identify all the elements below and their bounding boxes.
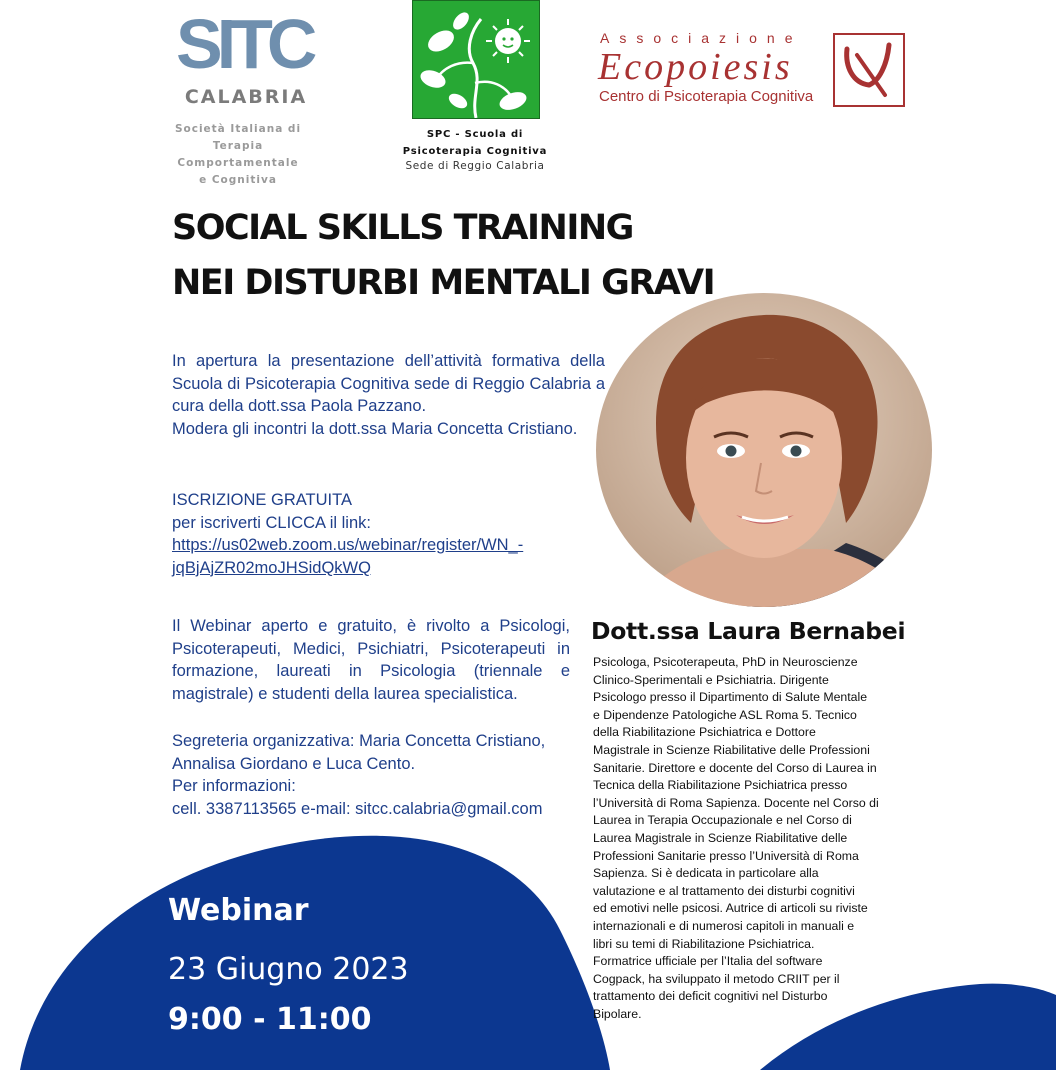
ecopoiesis-association-label: Associazione (600, 30, 803, 46)
audience-text: Il Webinar aperto e gratuito, è rivolto a Psicologi, Psicoterapeuti, Medici, Psichiatri, Psicoterapeuti in formazione, laureati in Psicologia (triennale e magistrale) e studenti della laurea specialistica. (172, 617, 570, 703)
ecopoiesis-name: Ecopoiesis (598, 46, 793, 88)
page-title-line-2: NEI DISTURBI MENTALI GRAVI (172, 263, 715, 303)
spc-logo-emblem (412, 0, 540, 119)
bio-line: della Riabilitazione Psichiatrica e Dottore (593, 725, 816, 740)
spc-seat: Sede di Reggio Calabria (405, 160, 545, 172)
ecopoiesis-center: Centro di Psicoterapia Cognitiva (599, 88, 814, 105)
page-title-line-1: SOCIAL SKILLS TRAINING (172, 208, 633, 248)
bio-line: Sapienza. Si è dedicata in particolare alla (593, 866, 819, 881)
ecopoiesis-mark-icon (833, 33, 905, 107)
intro-text (172, 350, 605, 440)
spc-name-line: SPC - Scuola di (426, 129, 524, 140)
bio-line: e Dipendenze Patologiche ASL Roma 5. Tecnico (593, 707, 857, 722)
spc-name-line: Psicoterapia Cognitiva (402, 146, 548, 157)
bio-line: Clinico-Sperimentali e Psichiatria. Dirigente (593, 672, 829, 687)
organization-block (172, 730, 592, 820)
registration-block (172, 489, 612, 579)
bio-line: Psicologo presso il Dipartimento di Salute Mentale (593, 690, 868, 705)
sitc-wordmark: SITC (176, 5, 312, 83)
registration-link-line[interactable]: jqBjAjZR02moJHSidQkWQ (172, 558, 371, 577)
bio-line: Laurea in Terapia Occupazionale e nel Corso di (593, 813, 852, 828)
bio-line: Bipolare. (593, 1006, 642, 1021)
event-time: 9:00 - 11:00 (168, 1002, 372, 1037)
speaker-photo (596, 293, 932, 607)
bio-line: Formatrice ufficiale per l’Italia del software (593, 954, 823, 969)
speaker-bio (593, 654, 905, 1023)
bio-line: libri su temi di Riabilitazione Psichiatrica. (593, 936, 815, 951)
spc-name (390, 126, 560, 160)
contact-line: cell. 3387113565 e-mail: sitcc.calabria@gmail.com (172, 799, 543, 818)
event-label: Webinar (168, 893, 309, 928)
bio-line: Cogpack, ha sviluppato il metodo CRIIT per il (593, 971, 840, 986)
sitc-subtitle-line: Terapia Comportamentale (177, 140, 299, 169)
event-date: 23 Giugno 2023 (168, 952, 409, 987)
bio-line: Tecnica della Riabilitazione Psichiatrica presso (593, 778, 848, 793)
spc-plant-sun-icon (413, 1, 539, 118)
organization-line: Annalisa Giordano e Luca Cento. (172, 754, 416, 773)
bio-line: ed emotivi nelle psicosi. Autrice di articoli su riviste (593, 901, 868, 916)
registration-link[interactable] (172, 536, 523, 577)
bio-line: trattamento dei deficit cognitivi nel Disturbo (593, 989, 828, 1004)
organization-line: Segreteria organizzativa: Maria Concetta Cristiano, (172, 732, 546, 750)
speaker-name: Dott.ssa Laura Bernabei (591, 617, 906, 645)
bio-line: internazionali e di numerosi capitoli in manuali e (593, 918, 855, 933)
registration-instruction: per iscriverti CLICCA il link: (172, 513, 371, 532)
intro-paragraph: Modera gli incontri la dott.ssa Maria Concetta Cristiano. (172, 419, 578, 438)
sitc-subtitle-line: Società Italiana di (174, 123, 302, 135)
sitc-subtitle (150, 121, 326, 189)
registration-link-line[interactable]: https://us02web.zoom.us/webinar/register/WN_- (172, 536, 524, 555)
intro-paragraph: In apertura la presentazione dell’attività formativa della Scuola di Psicoterapia Cognitiva sede di Reggio Calabria a cura della dott.ssa Paola Pazzano. (172, 352, 605, 416)
bio-line: l’Università di Roma Sapienza. Docente nel Corso di (593, 795, 879, 810)
bio-line: Professioni Sanitarie presso l’Università di Roma (593, 848, 859, 863)
bio-line: Psicologa, Psicoterapeuta, PhD in Neuroscienze (593, 655, 858, 669)
bio-line: Sanitarie. Direttore e docente del Corso di Laurea in (593, 760, 877, 775)
sitc-subtitle-line: e Cognitiva (199, 174, 277, 186)
sitc-logo (172, 0, 312, 118)
sitc-region: CALABRIA (184, 86, 308, 108)
bio-line: valutazione e al trattamento dei disturbi cognitivi (593, 883, 855, 898)
organization-line: Per informazioni: (172, 777, 296, 796)
bio-line: Magistrale in Scienze Riabilitative delle Professioni (593, 742, 870, 757)
registration-heading: ISCRIZIONE GRATUITA (172, 491, 352, 509)
bio-line: Laurea Magistrale in Scienze Riabilitative delle (593, 830, 848, 845)
